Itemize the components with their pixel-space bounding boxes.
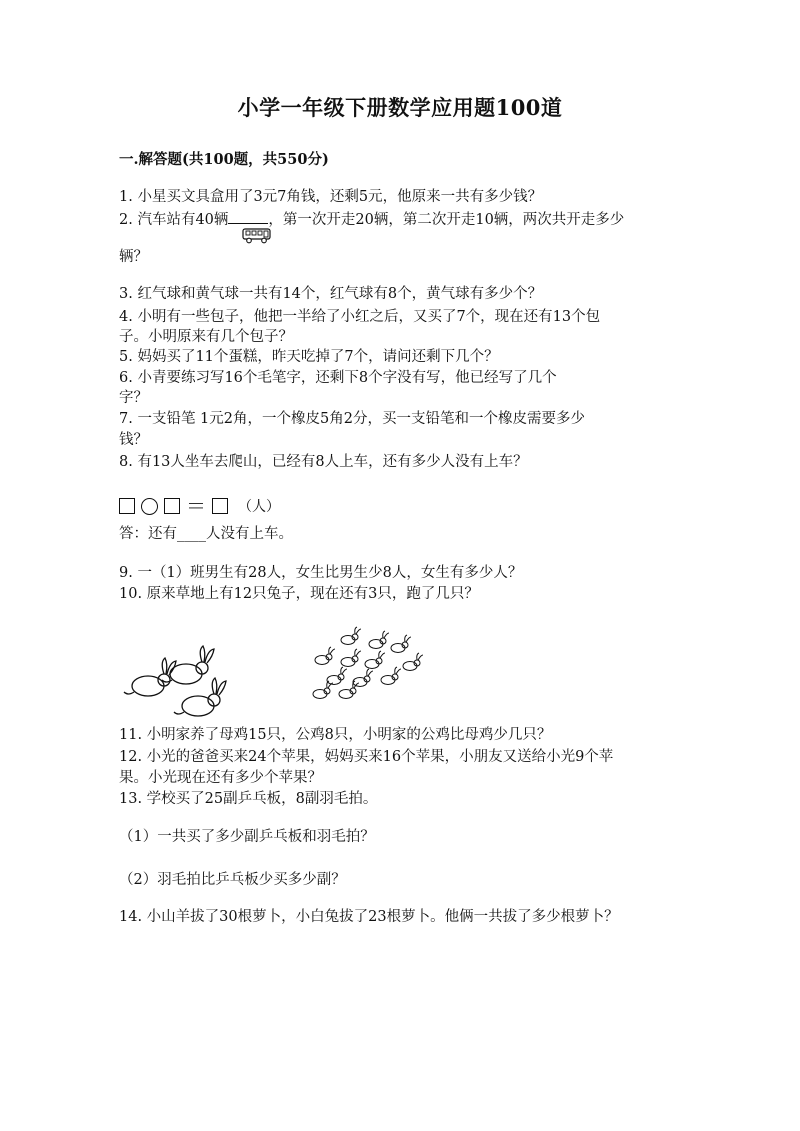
rabbits-group-icon bbox=[120, 634, 240, 726]
problem-12-line-1: 12. 小光的爸爸买来24个苹果，妈妈买来16个苹果，小朋友又送给小光9个苹 bbox=[119, 749, 614, 765]
equation-operator-circle bbox=[141, 498, 158, 515]
problem-7-line-1: 7. 一支铅笔 1元2角，一个橡皮5角2分，买一支铅笔和一个橡皮需要多少 bbox=[119, 411, 585, 427]
page-title: 小学一年级下册数学应用题100道 bbox=[237, 95, 563, 120]
problem-14: 14. 小山羊拔了30根萝卜，小白兔拔了23根萝卜。他俩一共拔了多少根萝卜？ bbox=[119, 909, 619, 925]
problem-1: 1. 小星买文具盒用了3元7角钱，还剩5元，他原来一共有多少钱？ bbox=[119, 189, 543, 205]
problem-2-blank bbox=[228, 211, 268, 224]
problem-13-question-2: （2）羽毛拍比乒乓板少买多少副？ bbox=[119, 872, 346, 888]
problem-3: 3. 红气球和黄气球一共有14个，红气球有8个，黄气球有多少个？ bbox=[119, 286, 543, 302]
problem-2-text-a: 2. 汽车站有40辆 bbox=[119, 212, 229, 228]
problem-8: 8. 有13人坐车去爬山，已经有8人上车，还有多少人没有上车？ bbox=[119, 454, 528, 470]
problem-13: 13. 学校买了25副乒乓板，8副羽毛拍。 bbox=[119, 791, 378, 807]
problem-11: 11. 小明家养了母鸡15只，公鸡8只，小明家的公鸡比母鸡少几只？ bbox=[119, 727, 552, 743]
problem-7-line-2: 钱？ bbox=[119, 432, 148, 448]
equation-box-result bbox=[212, 498, 228, 514]
problem-2-line-1 bbox=[119, 209, 624, 231]
rabbits-small-group-icon bbox=[306, 626, 432, 700]
problem-10: 10. 原来草地上有12只兔子，现在还有3只，跑了几只？ bbox=[119, 586, 479, 602]
bus-icon bbox=[242, 228, 272, 244]
problem-4-line-2: 子。小明原来有几个包子？ bbox=[119, 329, 293, 345]
problem-13-question-1: （1）一共买了多少副乒乓板和羽毛拍？ bbox=[119, 829, 375, 845]
problem-12-line-2: 果。小光现在还有多少个苹果？ bbox=[119, 770, 322, 786]
section-header: 一.解答题(共100题，共550分) bbox=[119, 151, 329, 168]
problem-8-answer: 答：还有____人没有上车。 bbox=[119, 526, 293, 542]
equation-equals-sign: ＝ bbox=[186, 494, 206, 518]
problem-4-line-1: 4. 小明有一些包子，他把一半给了小红之后，又买了7个，现在还有13个包 bbox=[119, 309, 601, 325]
equation-template bbox=[119, 496, 280, 516]
problem-2-line-2: 辆？ bbox=[119, 249, 148, 265]
problem-6-line-2: 字？ bbox=[119, 390, 148, 406]
equation-box-1 bbox=[119, 498, 135, 514]
problem-6-line-1: 6. 小青要练习写16个毛笔字，还剩下8个字没有写，他已经写了几个 bbox=[119, 370, 557, 386]
equation-box-2 bbox=[164, 498, 180, 514]
problem-9: 9. 一（1）班男生有28人，女生比男生少8人，女生有多少人？ bbox=[119, 565, 523, 581]
equation-unit: （人） bbox=[238, 499, 280, 515]
problem-5: 5. 妈妈买了11个蛋糕，昨天吃掉了7个，请问还剩下几个？ bbox=[119, 349, 499, 365]
problem-2-text-b: ，第一次开走20辆，第二次开走10辆，两次共开走多少 bbox=[268, 212, 625, 228]
